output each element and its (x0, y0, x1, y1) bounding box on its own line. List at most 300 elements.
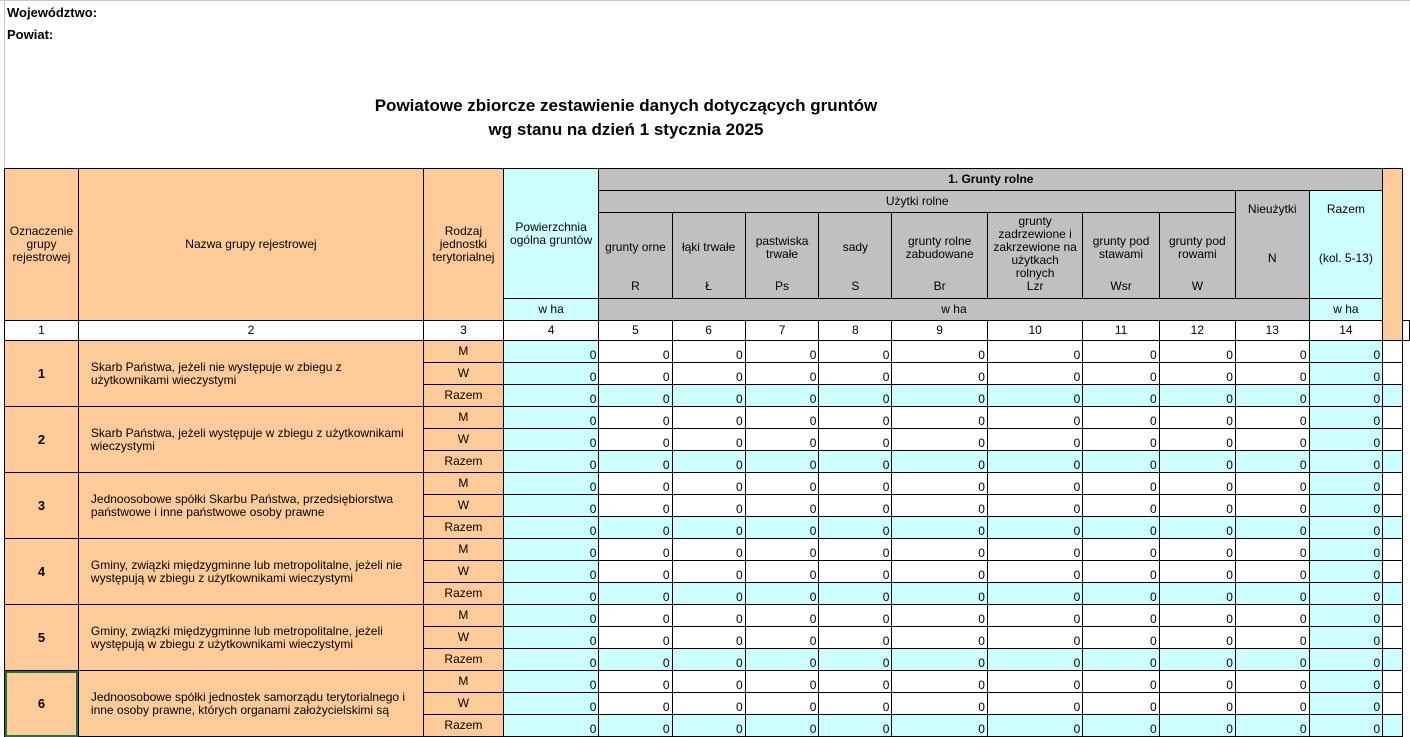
row-type-cell[interactable]: W (424, 561, 504, 583)
powiat-label: Powiat: (7, 27, 54, 42)
column-number: 6 (672, 321, 745, 341)
value-cell[interactable]: 0 (892, 671, 988, 693)
column-number: 14 (1309, 321, 1383, 341)
value-cell[interactable]: 0 (672, 583, 745, 605)
value-cell[interactable]: 0 (1159, 451, 1235, 473)
value-cell[interactable]: 0 (503, 583, 599, 605)
value-cell[interactable]: 0 (819, 561, 892, 583)
value-cell[interactable]: 0 (599, 473, 672, 495)
column-number: 12 (1159, 321, 1235, 341)
value-cell[interactable]: 0 (819, 473, 892, 495)
header-oznaczenie: Oznaczenie grupy rejestrowej (5, 169, 79, 321)
value-cell[interactable]: 0 (672, 605, 745, 627)
overflow-cell (1383, 517, 1403, 539)
value-cell[interactable]: 0 (599, 539, 672, 561)
value-cell[interactable]: 0 (1083, 561, 1159, 583)
table-row (5, 671, 1410, 693)
column-number: 4 (503, 321, 599, 341)
column-header-name: pastwiska trwałe (755, 233, 809, 261)
value-cell[interactable]: 0 (1309, 561, 1383, 583)
value-cell[interactable]: 0 (599, 429, 672, 451)
value-cell[interactable]: 0 (1083, 671, 1159, 693)
value-cell[interactable]: 0 (819, 583, 892, 605)
value-cell[interactable]: 0 (892, 561, 988, 583)
overflow-cell (1383, 671, 1403, 693)
value-cell[interactable]: 0 (672, 407, 745, 429)
value-cell[interactable]: 0 (1309, 407, 1383, 429)
column-header-symbol: W (1191, 279, 1204, 293)
overflow-cell (1383, 429, 1403, 451)
value-cell[interactable]: 0 (503, 539, 599, 561)
value-cell[interactable]: 0 (892, 539, 988, 561)
value-cell[interactable]: 0 (1083, 495, 1159, 517)
value-cell[interactable]: 0 (987, 649, 1082, 671)
value-cell[interactable]: 0 (1083, 649, 1159, 671)
column-number: 13 (1235, 321, 1309, 341)
value-cell[interactable]: 0 (1159, 495, 1235, 517)
column-number: 5 (599, 321, 672, 341)
value-cell[interactable]: 0 (1083, 385, 1159, 407)
column-header-name: grunty orne (605, 240, 666, 254)
value-cell[interactable]: 0 (819, 495, 892, 517)
value-cell[interactable]: 0 (745, 451, 819, 473)
value-cell[interactable]: 0 (1235, 539, 1309, 561)
value-cell[interactable]: 0 (1083, 583, 1159, 605)
value-cell[interactable]: 0 (1083, 341, 1159, 363)
value-cell[interactable]: 0 (745, 627, 819, 649)
value-cell[interactable]: 0 (987, 517, 1082, 539)
value-cell[interactable]: 0 (745, 385, 819, 407)
value-cell[interactable]: 0 (672, 693, 745, 715)
value-cell[interactable]: 0 (745, 561, 819, 583)
value-cell[interactable]: 0 (1235, 671, 1309, 693)
value-cell[interactable]: 0 (1235, 583, 1309, 605)
column-header-8 (819, 213, 892, 299)
column-header-11 (1083, 213, 1159, 299)
value-cell[interactable]: 0 (1309, 649, 1383, 671)
value-cell[interactable]: 0 (892, 451, 988, 473)
value-cell[interactable]: 0 (672, 429, 745, 451)
value-cell[interactable]: 0 (745, 605, 819, 627)
value-cell[interactable]: 0 (1309, 451, 1383, 473)
value-cell[interactable]: 0 (1235, 715, 1309, 737)
value-cell[interactable]: 0 (987, 363, 1082, 385)
value-cell[interactable]: 0 (987, 341, 1082, 363)
value-cell[interactable]: 0 (892, 495, 988, 517)
value-cell[interactable]: 0 (987, 671, 1082, 693)
value-cell[interactable]: 0 (745, 693, 819, 715)
value-cell[interactable]: 0 (599, 495, 672, 517)
value-cell[interactable]: 0 (503, 473, 599, 495)
row-type-cell[interactable]: Razem (424, 583, 504, 605)
value-cell[interactable]: 0 (1083, 715, 1159, 737)
value-cell[interactable]: 0 (599, 583, 672, 605)
value-cell[interactable]: 0 (819, 341, 892, 363)
value-cell[interactable]: 0 (1159, 539, 1235, 561)
value-cell[interactable]: 0 (892, 385, 988, 407)
value-cell[interactable]: 0 (1235, 407, 1309, 429)
value-cell[interactable]: 0 (599, 517, 672, 539)
column-number: 2 (78, 321, 423, 341)
row-type-cell[interactable]: M (424, 407, 504, 429)
value-cell[interactable]: 0 (987, 561, 1082, 583)
column-header-symbol: R (631, 279, 640, 293)
value-cell[interactable]: 0 (819, 385, 892, 407)
unit-col-14: w ha (1309, 299, 1383, 321)
overflow-cell (1383, 495, 1403, 517)
value-cell[interactable]: 0 (1159, 715, 1235, 737)
value-cell[interactable]: 0 (819, 539, 892, 561)
group-number-cell[interactable]: 6 (5, 671, 79, 737)
value-cell[interactable]: 0 (1235, 363, 1309, 385)
value-cell[interactable]: 0 (503, 517, 599, 539)
table-row (5, 605, 1410, 627)
value-cell[interactable]: 0 (599, 363, 672, 385)
group-name-cell[interactable]: Gminy, związki międzygminne lub metropolitalne, jeżeli nie występują w zbiegu z użytkownikami wieczystymi (78, 539, 423, 605)
value-cell[interactable]: 0 (819, 363, 892, 385)
column-number: 11 (1083, 321, 1159, 341)
value-cell[interactable]: 0 (1309, 495, 1383, 517)
value-cell[interactable]: 0 (599, 671, 672, 693)
value-cell[interactable]: 0 (987, 451, 1082, 473)
value-cell[interactable]: 0 (503, 451, 599, 473)
value-cell[interactable]: 0 (1083, 473, 1159, 495)
column-number: 3 (424, 321, 504, 341)
value-cell[interactable]: 0 (503, 429, 599, 451)
value-cell[interactable]: 0 (987, 605, 1082, 627)
value-cell[interactable]: 0 (1083, 429, 1159, 451)
group-number-cell[interactable]: 4 (5, 539, 79, 605)
value-cell[interactable]: 0 (599, 561, 672, 583)
header-razem-name: Razem (1326, 202, 1365, 216)
value-cell[interactable]: 0 (745, 363, 819, 385)
value-cell[interactable]: 0 (987, 539, 1082, 561)
column-header-symbol: Lzr (1026, 279, 1044, 293)
value-cell[interactable]: 0 (503, 561, 599, 583)
column-header-10 (987, 213, 1082, 299)
table-row (5, 473, 1410, 495)
value-cell[interactable]: 0 (1083, 451, 1159, 473)
row-type-cell[interactable]: W (424, 627, 504, 649)
value-cell[interactable]: 0 (819, 407, 892, 429)
value-cell[interactable]: 0 (892, 517, 988, 539)
value-cell[interactable]: 0 (672, 341, 745, 363)
value-cell[interactable]: 0 (892, 341, 988, 363)
unit-col-4: w ha (503, 299, 599, 321)
header-grunty-rolne: 1. Grunty rolne (599, 169, 1383, 191)
row-type-cell[interactable]: M (424, 671, 504, 693)
row-type-cell[interactable]: W (424, 429, 504, 451)
value-cell[interactable]: 0 (599, 407, 672, 429)
row-type-cell[interactable]: M (424, 605, 504, 627)
value-cell[interactable]: 0 (599, 627, 672, 649)
value-cell[interactable]: 0 (1309, 363, 1383, 385)
value-cell[interactable]: 0 (745, 715, 819, 737)
unit-col-5-13: w ha (599, 299, 1309, 321)
overflow-cell (1383, 627, 1403, 649)
header-powierzchnia: Powierzchnia ogólna gruntów (503, 169, 599, 299)
value-cell[interactable]: 0 (745, 473, 819, 495)
column-number: 9 (892, 321, 988, 341)
value-cell[interactable]: 0 (503, 627, 599, 649)
value-cell[interactable]: 0 (672, 517, 745, 539)
value-cell[interactable]: 0 (987, 693, 1082, 715)
value-cell[interactable]: 0 (672, 627, 745, 649)
column-number: 1 (5, 321, 79, 341)
value-cell[interactable]: 0 (1159, 627, 1235, 649)
header-nieuzytki-name: Nieużytki (1247, 202, 1297, 216)
column-header-symbol: Ps (775, 279, 790, 293)
group-name-cell[interactable]: Skarb Państwa, jeżeli występuje w zbiegu z użytkownikami wieczystymi (78, 407, 423, 473)
overflow-cell (1383, 363, 1403, 385)
value-cell[interactable]: 0 (987, 407, 1082, 429)
value-cell[interactable]: 0 (1235, 495, 1309, 517)
value-cell[interactable]: 0 (503, 363, 599, 385)
value-cell[interactable]: 0 (599, 649, 672, 671)
column-header-name: grunty zadrzewione i zakrzewione na użytkach rolnych (993, 214, 1077, 280)
column-number: 7 (745, 321, 819, 341)
value-cell[interactable]: 0 (1159, 649, 1235, 671)
value-cell[interactable]: 0 (892, 627, 988, 649)
value-cell[interactable]: 0 (987, 495, 1082, 517)
value-cell[interactable]: 0 (1159, 671, 1235, 693)
column-header-6 (672, 213, 745, 299)
value-cell[interactable]: 0 (599, 715, 672, 737)
overflow-cell (1383, 385, 1403, 407)
overflow-cell (1383, 561, 1403, 583)
value-cell[interactable]: 0 (599, 693, 672, 715)
value-cell[interactable]: 0 (1309, 671, 1383, 693)
value-cell[interactable]: 0 (1235, 627, 1309, 649)
value-cell[interactable]: 0 (1235, 473, 1309, 495)
value-cell[interactable]: 0 (987, 429, 1082, 451)
value-cell[interactable]: 0 (1235, 517, 1309, 539)
value-cell[interactable]: 0 (672, 385, 745, 407)
value-cell[interactable]: 0 (1159, 407, 1235, 429)
value-cell[interactable]: 0 (599, 451, 672, 473)
overflow-cell (1383, 451, 1403, 473)
value-cell[interactable]: 0 (1083, 363, 1159, 385)
value-cell[interactable]: 0 (745, 341, 819, 363)
value-cell[interactable]: 0 (672, 715, 745, 737)
value-cell[interactable]: 0 (503, 385, 599, 407)
value-cell[interactable]: 0 (892, 363, 988, 385)
group-name-cell[interactable]: Skarb Państwa, jeżeli nie występuje w zbiegu z użytkownikami wieczystymi (78, 341, 423, 407)
value-cell[interactable]: 0 (892, 605, 988, 627)
value-cell[interactable]: 0 (672, 451, 745, 473)
overflow-cell (1383, 473, 1403, 495)
value-cell[interactable]: 0 (1083, 407, 1159, 429)
sheet-top-border (0, 0, 1410, 1)
value-cell[interactable]: 0 (1083, 693, 1159, 715)
value-cell[interactable]: 0 (503, 671, 599, 693)
value-cell[interactable]: 0 (1083, 627, 1159, 649)
value-cell[interactable]: 0 (1309, 517, 1383, 539)
column-header-symbol: Ł (705, 279, 712, 293)
value-cell[interactable]: 0 (1083, 605, 1159, 627)
row-type-cell[interactable]: Razem (424, 451, 504, 473)
value-cell[interactable]: 0 (599, 385, 672, 407)
value-cell[interactable]: 0 (503, 341, 599, 363)
value-cell[interactable]: 0 (672, 473, 745, 495)
group-number-cell[interactable]: 5 (5, 605, 79, 671)
value-cell[interactable]: 0 (987, 473, 1082, 495)
column-number-filler (1403, 321, 1410, 341)
group-number-cell[interactable]: 3 (5, 473, 79, 539)
value-cell[interactable]: 0 (672, 671, 745, 693)
table-row (5, 341, 1410, 363)
value-cell[interactable]: 0 (503, 407, 599, 429)
header-nazwa: Nazwa grupy rejestrowej (78, 169, 423, 321)
value-cell[interactable]: 0 (1309, 605, 1383, 627)
value-cell[interactable]: 0 (1083, 539, 1159, 561)
value-cell[interactable]: 0 (1235, 649, 1309, 671)
group-name-cell[interactable]: Jednoosobowe spółki jednostek samorządu terytorialnego i inne osoby prawne, których organami założycielskimi są (78, 671, 423, 737)
row-type-cell[interactable]: W (424, 693, 504, 715)
value-cell[interactable]: 0 (672, 649, 745, 671)
data-table (4, 168, 1410, 737)
column-header-name: grunty pod rowami (1169, 233, 1226, 261)
overflow-cell (1383, 715, 1403, 737)
value-cell[interactable]: 0 (892, 693, 988, 715)
value-cell[interactable]: 0 (892, 583, 988, 605)
value-cell[interactable]: 0 (1159, 473, 1235, 495)
value-cell[interactable]: 0 (1309, 429, 1383, 451)
value-cell[interactable]: 0 (1083, 517, 1159, 539)
value-cell[interactable]: 0 (1235, 693, 1309, 715)
value-cell[interactable]: 0 (672, 363, 745, 385)
value-cell[interactable]: 0 (892, 649, 988, 671)
value-cell[interactable]: 0 (1159, 605, 1235, 627)
value-cell[interactable]: 0 (672, 495, 745, 517)
value-cell[interactable]: 0 (1159, 429, 1235, 451)
value-cell[interactable]: 0 (1309, 627, 1383, 649)
value-cell[interactable]: 0 (599, 605, 672, 627)
value-cell[interactable]: 0 (1159, 385, 1235, 407)
value-cell[interactable]: 0 (987, 715, 1082, 737)
value-cell[interactable]: 0 (1309, 385, 1383, 407)
group-name-cell[interactable]: Gminy, związki międzygminne lub metropolitalne, jeżeli występują w zbiegu z użytkownikami wieczystymi (78, 605, 423, 671)
group-name-cell[interactable]: Jednoosobowe spółki Skarbu Państwa, przedsiębiorstwa państwowe i inne państwowe osoby prawne (78, 473, 423, 539)
row-type-cell[interactable]: M (424, 539, 504, 561)
value-cell[interactable]: 0 (819, 429, 892, 451)
value-cell[interactable]: 0 (1235, 605, 1309, 627)
value-cell[interactable]: 0 (1159, 363, 1235, 385)
header-rodzaj: Rodzaj jednostki terytorialnej (424, 169, 504, 321)
overflow-cell (1383, 605, 1403, 627)
value-cell[interactable]: 0 (987, 627, 1082, 649)
value-cell[interactable]: 0 (503, 715, 599, 737)
value-cell[interactable]: 0 (1159, 517, 1235, 539)
row-type-cell[interactable]: M (424, 473, 504, 495)
value-cell[interactable]: 0 (503, 649, 599, 671)
overflow-cell (1383, 693, 1403, 715)
value-cell[interactable]: 0 (1309, 539, 1383, 561)
value-cell[interactable]: 0 (1309, 341, 1383, 363)
value-cell[interactable]: 0 (599, 341, 672, 363)
value-cell[interactable]: 0 (672, 539, 745, 561)
value-cell[interactable]: 0 (1159, 341, 1235, 363)
value-cell[interactable]: 0 (1235, 385, 1309, 407)
row-type-cell[interactable]: Razem (424, 385, 504, 407)
report-title-line1: Powiatowe zbiorcze zestawienie danych dotyczących gruntów (374, 96, 878, 115)
value-cell[interactable]: 0 (987, 385, 1082, 407)
value-cell[interactable]: 0 (819, 693, 892, 715)
group-number-cell[interactable]: 2 (5, 407, 79, 473)
header-razem-note: (kol. 5-13) (1318, 251, 1373, 265)
row-type-cell[interactable]: W (424, 363, 504, 385)
value-cell[interactable]: 0 (819, 451, 892, 473)
value-cell[interactable]: 0 (819, 627, 892, 649)
value-cell[interactable]: 0 (1159, 561, 1235, 583)
value-cell[interactable]: 0 (1309, 473, 1383, 495)
column-number: 10 (987, 321, 1082, 341)
column-number: 8 (819, 321, 892, 341)
header-nieuzytki (1235, 191, 1309, 299)
value-cell[interactable]: 0 (892, 429, 988, 451)
row-type-cell[interactable]: W (424, 495, 504, 517)
value-cell[interactable]: 0 (892, 473, 988, 495)
value-cell[interactable]: 0 (1235, 341, 1309, 363)
column-header-9 (892, 213, 988, 299)
value-cell[interactable]: 0 (745, 539, 819, 561)
value-cell[interactable]: 0 (503, 605, 599, 627)
group-number-cell[interactable]: 1 (5, 341, 79, 407)
row-type-cell[interactable]: Razem (424, 649, 504, 671)
overflow-cell (1383, 649, 1403, 671)
value-cell[interactable]: 0 (1159, 583, 1235, 605)
value-cell[interactable]: 0 (987, 583, 1082, 605)
column-header-symbol: Wsr (1110, 279, 1132, 293)
row-type-cell[interactable]: Razem (424, 715, 504, 737)
row-type-cell[interactable]: Razem (424, 517, 504, 539)
value-cell[interactable]: 0 (819, 715, 892, 737)
value-cell[interactable]: 0 (1159, 693, 1235, 715)
value-cell[interactable]: 0 (1309, 693, 1383, 715)
sheet-left-border (4, 0, 5, 168)
column-header-name: sady (842, 240, 869, 254)
value-cell[interactable]: 0 (745, 407, 819, 429)
table-row (5, 539, 1410, 561)
value-cell[interactable]: 0 (503, 693, 599, 715)
overflow-cell (1383, 583, 1403, 605)
overflow-cell (1383, 539, 1403, 561)
value-cell[interactable]: 0 (819, 649, 892, 671)
value-cell[interactable]: 0 (1235, 429, 1309, 451)
value-cell[interactable]: 0 (745, 495, 819, 517)
value-cell[interactable]: 0 (1235, 561, 1309, 583)
value-cell[interactable]: 0 (745, 649, 819, 671)
value-cell[interactable]: 0 (819, 517, 892, 539)
overflow-cell (1383, 407, 1403, 429)
value-cell[interactable]: 0 (819, 671, 892, 693)
header-uzytki-rolne: Użytki rolne (599, 191, 1236, 213)
value-cell[interactable]: 0 (892, 407, 988, 429)
value-cell[interactable]: 0 (745, 429, 819, 451)
value-cell[interactable]: 0 (819, 605, 892, 627)
value-cell[interactable]: 0 (503, 495, 599, 517)
value-cell[interactable]: 0 (1309, 715, 1383, 737)
row-type-cell[interactable]: M (424, 341, 504, 363)
value-cell[interactable]: 0 (745, 671, 819, 693)
value-cell[interactable]: 0 (1235, 451, 1309, 473)
value-cell[interactable]: 0 (745, 517, 819, 539)
value-cell[interactable]: 0 (672, 561, 745, 583)
value-cell[interactable]: 0 (892, 715, 988, 737)
overflow-cell (1383, 341, 1403, 363)
value-cell[interactable]: 0 (745, 583, 819, 605)
value-cell[interactable]: 0 (1309, 583, 1383, 605)
